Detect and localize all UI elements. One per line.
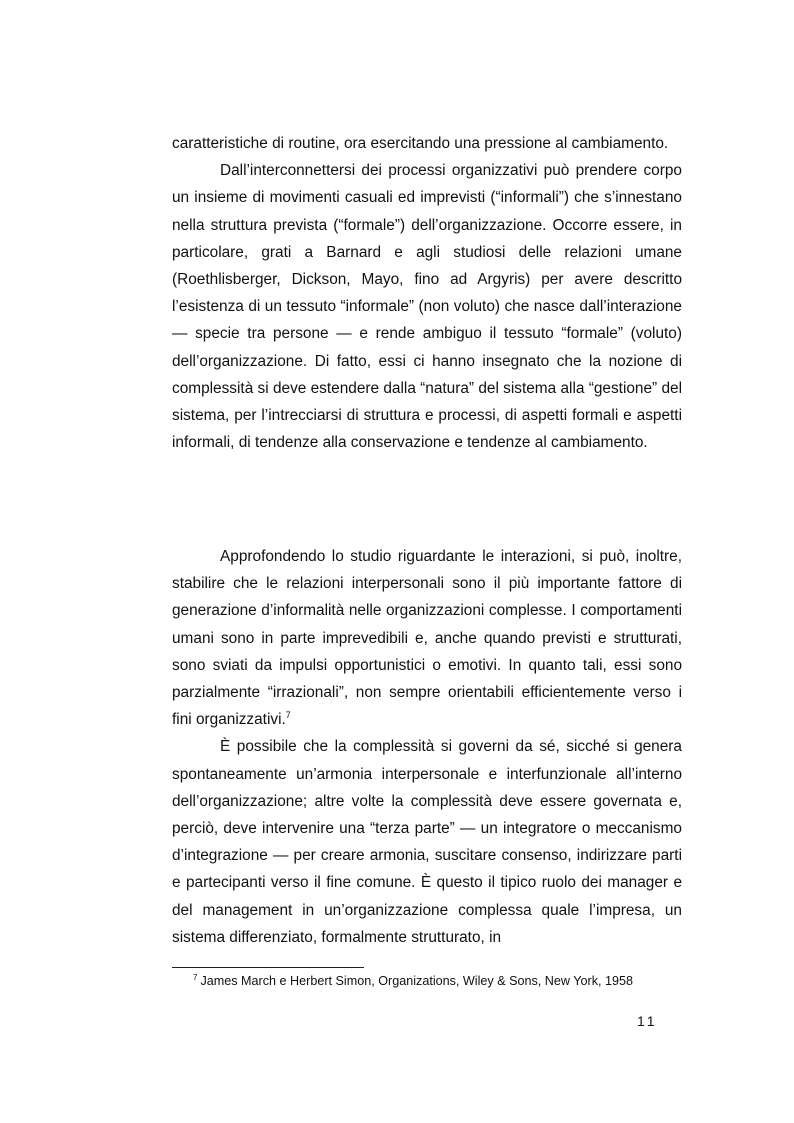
paragraph-continuation: caratteristiche di routine, ora esercitando una pressione al cambiamento.	[172, 135, 669, 152]
footnote-text: James March e Herbert Simon, Organizations, Wiley & Sons, New York, 1958	[200, 974, 634, 988]
footnote-reference[interactable]: 7	[285, 710, 291, 721]
body-text-top	[172, 130, 682, 456]
paragraph-informal-structure: Dall’interconnettersi dei processi organizzativi può prendere corpo un insieme di movimenti casuali ed imprevisti (“informali”) che s’innestano nella struttura prevista (“formale”) dell’organizzazione. Occorre essere, in particolare, grati a Barnard e agli studiosi delle relazioni umane (Roethlisberger, Dickson, Mayo, fino ad Argyris) per avere descritto l’esistenza di un tessuto “informale” (non voluto) che nasce dall’interazione — specie tra persone — e rende ambiguo il tessuto “formale” (voluto) dell’organizzazione. Di fatto, essi ci hanno insegnato che la nozione di complessità si deve estendere dalla “natura” del sistema alla “gestione” del sistema, per l’intrecciarsi di struttura e processi, di aspetti formali e aspetti informali, di tendenze alla conservazione e tendenze al cambiamento.	[172, 162, 682, 452]
body-text-bottom	[172, 543, 682, 951]
footnote-separator	[172, 967, 364, 968]
paragraph-complexity-governance: È possibile che la complessità si governi da sé, sicché si genera spontaneamente un’armonia interpersonale e interfunzionale all’interno dell’organizzazione; altre volte la complessità deve essere governata e, perciò, deve intervenire una “terza parte” — un integratore o meccanismo d’integrazione — per creare armonia, suscitare consenso, indirizzare parti e partecipanti verso il fine comune. È questo il tipico ruolo dei manager e del management in un’organizzazione complessa quale l’impresa, un sistema differenziato, formalmente strutturato, in	[172, 738, 682, 946]
paragraph-interpersonal-text: Approfondendo lo studio riguardante le interazioni, si può, inoltre, stabilire che le relazioni interpersonali sono il più importante fattore di generazione d’informalità nelle organizzazioni complesse. I comportamenti umani sono in parte imprevedibili e, anche quando previsti e strutturati, sono sviati da impulsi opportunistici o emotivi. In quanto tali, essi sono parzialmente “irrazionali”, non sempre orientabili efficientemente verso i fini organizzativi.	[172, 548, 682, 729]
page-number: 11	[637, 1013, 658, 1029]
footnote-number: 7	[193, 972, 198, 982]
paragraph-interpersonal-relations	[172, 543, 682, 733]
footnote	[193, 972, 693, 990]
